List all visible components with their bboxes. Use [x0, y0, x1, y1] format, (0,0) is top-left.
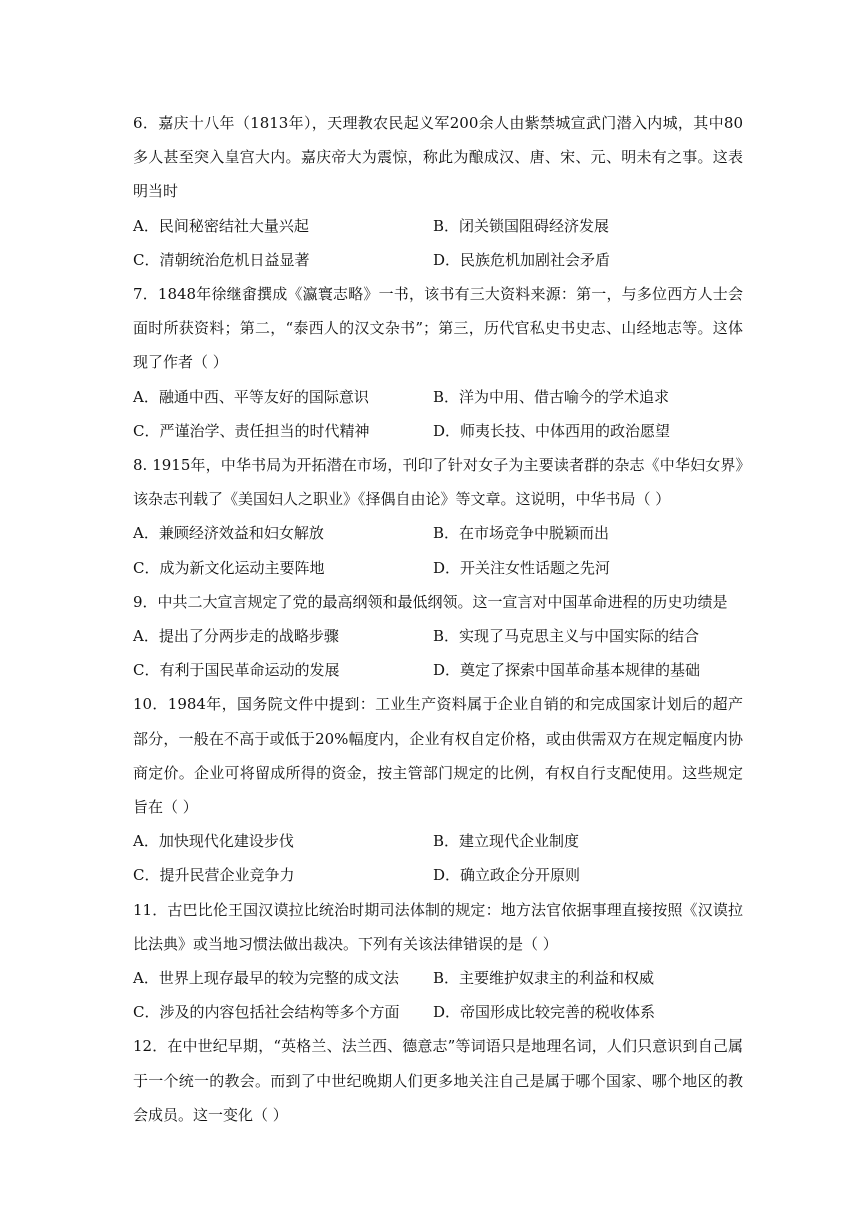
- option-c: C．清朝统治危机日益显著: [133, 250, 310, 269]
- option-c: C．成为新文化运动主要阵地: [133, 558, 325, 577]
- option-a: A．兼顾经济效益和妇女解放: [133, 524, 324, 543]
- exam-page: [133, 106, 743, 1132]
- option-c: C．提升民营企业竞争力: [133, 866, 295, 885]
- question-8: [133, 448, 743, 585]
- question-11: [133, 893, 743, 1030]
- option-b: B．在市场竞争中脱颖而出: [433, 524, 610, 543]
- question-stem: 11．古巴比伦王国汉谟拉比统治时期司法体制的规定：地方法官依据事理直接按照《汉谟拉比法典》或当地习惯法做出裁决。下列有关该法律错误的是（ ）: [133, 900, 743, 953]
- question-7: [133, 277, 743, 448]
- option-b: B．闭关锁国阻碍经济发展: [433, 216, 610, 235]
- option-b: B．主要维护奴隶主的利益和权威: [433, 969, 655, 988]
- option-c: C．涉及的内容包括社会结构等多个方面: [133, 1003, 400, 1022]
- option-b: B．实现了马克思主义与中国实际的结合: [433, 627, 700, 646]
- option-b: B．建立现代企业制度: [433, 832, 580, 851]
- option-d: D．帝国形成比较完善的税收体系: [433, 1003, 656, 1022]
- question-10: [133, 687, 743, 892]
- option-d: D．民族危机加剧社会矛盾: [433, 250, 611, 269]
- option-grid: [133, 516, 743, 584]
- option-grid: [133, 824, 743, 892]
- option-d: D．师夷长技、中体西用的政治愿望: [433, 421, 671, 440]
- option-d: D．开关注女性话题之先河: [433, 558, 611, 577]
- option-grid: [133, 961, 743, 1029]
- option-a: A．加快现代化建设步伐: [133, 832, 294, 851]
- option-a: A．世界上现存最早的较为完整的成文法: [133, 969, 399, 988]
- question-stem: 7．1848年徐继畬撰成《瀛寰志略》一书，该书有三大资料来源：第一，与多位西方人士会面时所获资料；第二，“泰西人的汉文杂书”；第三，历代官私史书史志、山经地志等。这体现了作者（ ）: [133, 285, 743, 372]
- option-d: D．确立政企分开原则: [433, 866, 581, 885]
- question-stem: 9．中共二大宣言规定了党的最高纲领和最低纲领。这一宣言对中国革命进程的历史功绩是: [133, 592, 728, 611]
- option-b: B．洋为中用、借古喻今的学术追求: [433, 387, 670, 406]
- option-d: D．奠定了探索中国革命基本规律的基础: [433, 661, 701, 680]
- option-c: C．严谨治学、责任担当的时代精神: [133, 421, 370, 440]
- question-stem: 6．嘉庆十八年（1813年），天理教农民起义军200余人由紫禁城宣武门潜入内城，其中80多人甚至突入皇宫大内。嘉庆帝大为震惊，称此为酿成汉、唐、宋、元、明未有之事。这表明当时: [133, 114, 743, 201]
- option-grid: [133, 209, 743, 277]
- question-stem: 8. 1915年，中华书局为开拓潜在市场，刊印了针对女子为主要读者群的杂志《中华妇女界》该杂志刊载了《美国妇人之职业》《择偶自由论》等文章。这说明，中华书局（ ）: [133, 456, 743, 509]
- question-stem: 12．在中世纪早期，“英格兰、法兰西、德意志”等词语只是地理名词，人们只意识到自己属于一个统一的教会。而到了中世纪晚期人们更多地关注自己是属于哪个国家、哪个地区的教会成员。这一变化（ ）: [133, 1037, 743, 1124]
- option-grid: [133, 619, 743, 687]
- option-c: C．有利于国民革命运动的发展: [133, 661, 340, 680]
- option-a: A．融通中西、平等友好的国际意识: [133, 387, 369, 406]
- question-6: [133, 106, 743, 277]
- question-9: [133, 585, 743, 688]
- option-a: A．提出了分两步走的战略步骤: [133, 627, 339, 646]
- option-a: A．民间秘密结社大量兴起: [133, 216, 309, 235]
- option-grid: [133, 380, 743, 448]
- question-stem: 10．1984年，国务院文件中提到：工业生产资料属于企业自销的和完成国家计划后的超产部分，一般在不高于或低于20%幅度内，企业有权自定价格，或由供需双方在规定幅度内协商定价。企业可将留成所得的资金，按主管部门规定的比例，有权自行支配使用。这些规定旨在（ ）: [133, 695, 743, 817]
- question-12: [133, 1029, 743, 1132]
